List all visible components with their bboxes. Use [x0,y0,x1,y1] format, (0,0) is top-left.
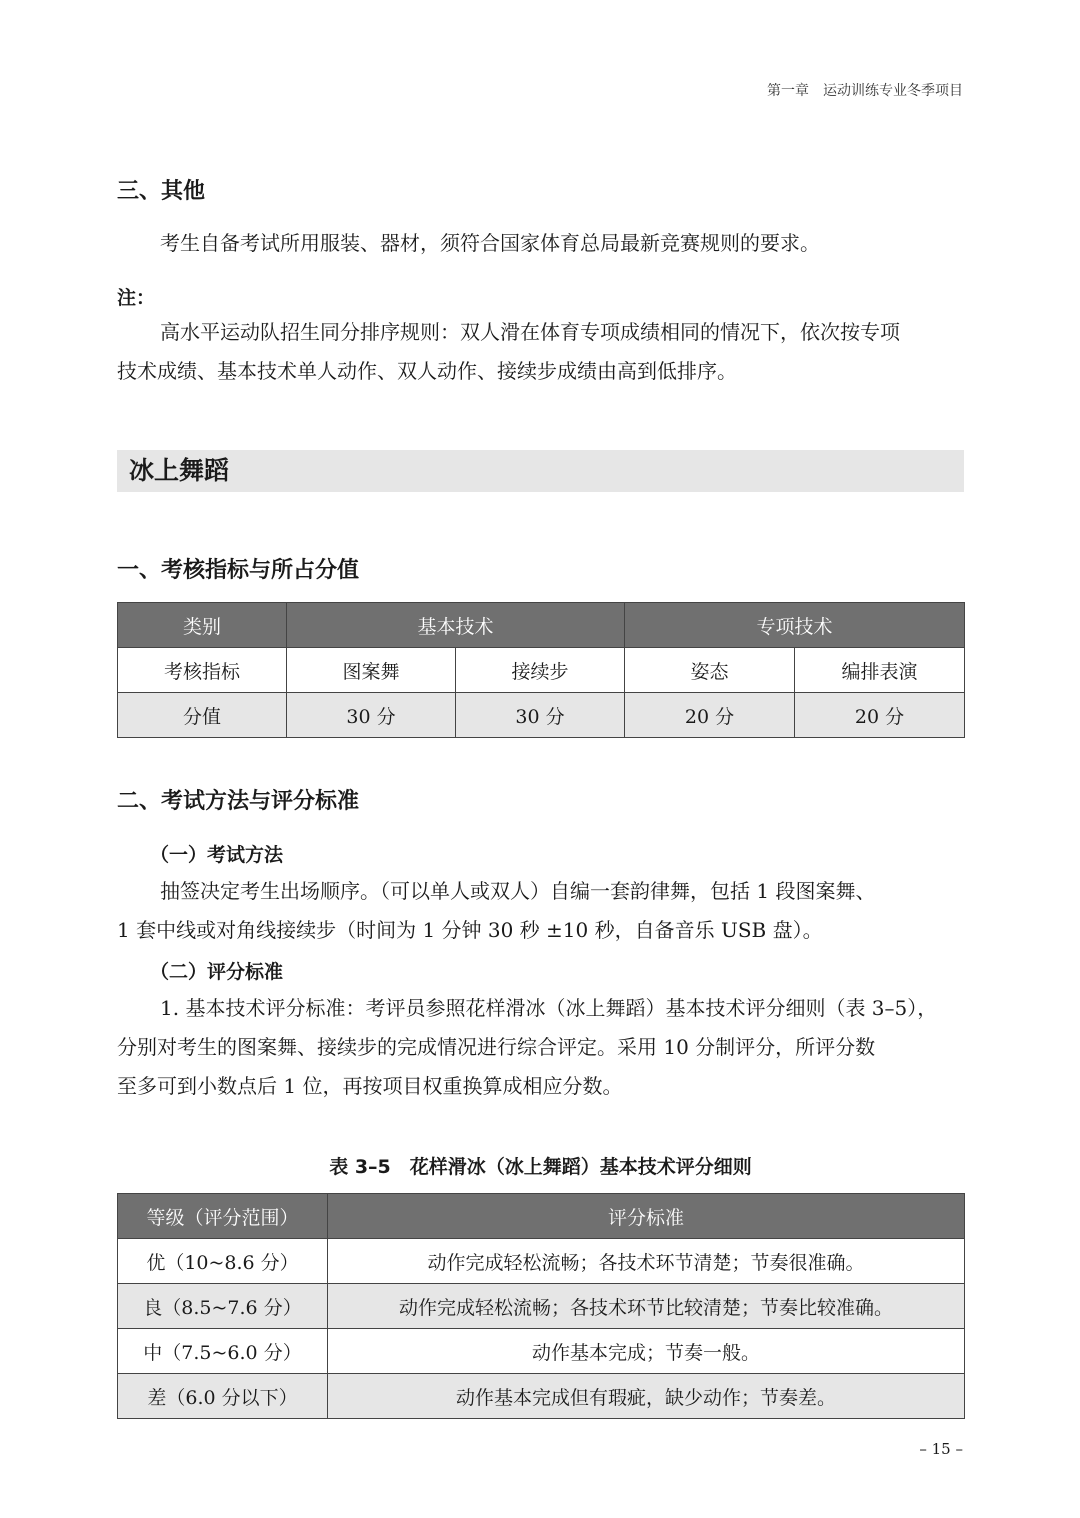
table-cell: 30 分 [456,693,625,738]
table-cell: 编排表演 [795,648,965,693]
section-other-title: 三、其他 [117,179,206,204]
section-banner: 冰上舞蹈 [117,450,964,492]
table-cell: 良（8.5~7.6 分） [118,1284,328,1329]
table-cell: 分值 [118,693,287,738]
indicator-table [117,602,965,738]
subsection-method-title: （一）考试方法 [150,844,284,866]
table-header-cell: 基本技术 [287,603,625,648]
subsection-standard-title: （二）评分标准 [150,961,284,983]
table-cell: 30 分 [287,693,456,738]
standard-line-2: 分别对考生的图案舞、接续步的完成情况进行综合评定。采用 10 分制评分，所评分数 [117,1035,876,1059]
method-line-1: 抽签决定考生出场顺序。（可以单人或双人）自编一套韵律舞，包括 1 段图案舞、 [160,879,876,903]
section-2-title: 二、考试方法与评分标准 [117,789,360,814]
table-header-cell: 等级（评分范围） [118,1194,328,1239]
table-row [118,648,965,693]
table-cell: 接续步 [456,648,625,693]
note-label: 注： [117,287,156,309]
standard-line-3: 至多可到小数点后 1 位，再按项目权重换算成相应分数。 [117,1074,623,1098]
standard-line-1: 1. 基本技术评分标准：考评员参照花样滑冰（冰上舞蹈）基本技术评分细则（表 3–5）， [160,996,938,1020]
table-cell: 动作完成轻松流畅；各技术环节清楚；节奏很准确。 [328,1239,965,1284]
table-cell: 中（7.5~6.0 分） [118,1329,328,1374]
table-cell: 差（6.0 分以下） [118,1374,328,1419]
table-cell: 动作完成轻松流畅；各技术环节比较清楚；节奏比较准确。 [328,1284,965,1329]
table-cell: 动作基本完成但有瑕疵，缺少动作；节奏差。 [328,1374,965,1419]
table-header-row [118,603,965,648]
table-cell: 20 分 [625,693,795,738]
table-header-cell: 专项技术 [625,603,965,648]
table-cell: 优（10~8.6 分） [118,1239,328,1284]
table-row [118,1239,965,1284]
note-line-1: 高水平运动队招生同分排序规则：双人滑在体育专项成绩相同的情况下，依次按专项 [160,320,900,344]
table-header-cell: 类别 [118,603,287,648]
table-cell: 图案舞 [287,648,456,693]
note-line-2: 技术成绩、基本技术单人动作、双人动作、接续步成绩由高到低排序。 [117,359,737,383]
table-row [118,1284,965,1329]
page-number: – 15 – [919,1440,963,1458]
section-other-text: 考生自备考试所用服装、器材，须符合国家体育总局最新竞赛规则的要求。 [160,231,820,255]
scoring-table [117,1193,965,1419]
table-row [118,1329,965,1374]
method-line-2: 1 套中线或对角线接续步（时间为 1 分钟 30 秒 ±10 秒，自备音乐 USB 盘）。 [117,918,823,942]
running-header: 第一章 运动训练专业冬季项目 [767,83,963,99]
table-cell: 姿态 [625,648,795,693]
table-row [118,693,965,738]
table-cell: 20 分 [795,693,965,738]
section-1-title: 一、考核指标与所占分值 [117,558,360,583]
table-caption: 表 3–5 花样滑冰（冰上舞蹈）基本技术评分细则 [329,1156,752,1178]
table-cell: 动作基本完成；节奏一般。 [328,1329,965,1374]
table-header-cell: 评分标准 [328,1194,965,1239]
table-header-row [118,1194,965,1239]
table-row [118,1374,965,1419]
table-cell: 考核指标 [118,648,287,693]
